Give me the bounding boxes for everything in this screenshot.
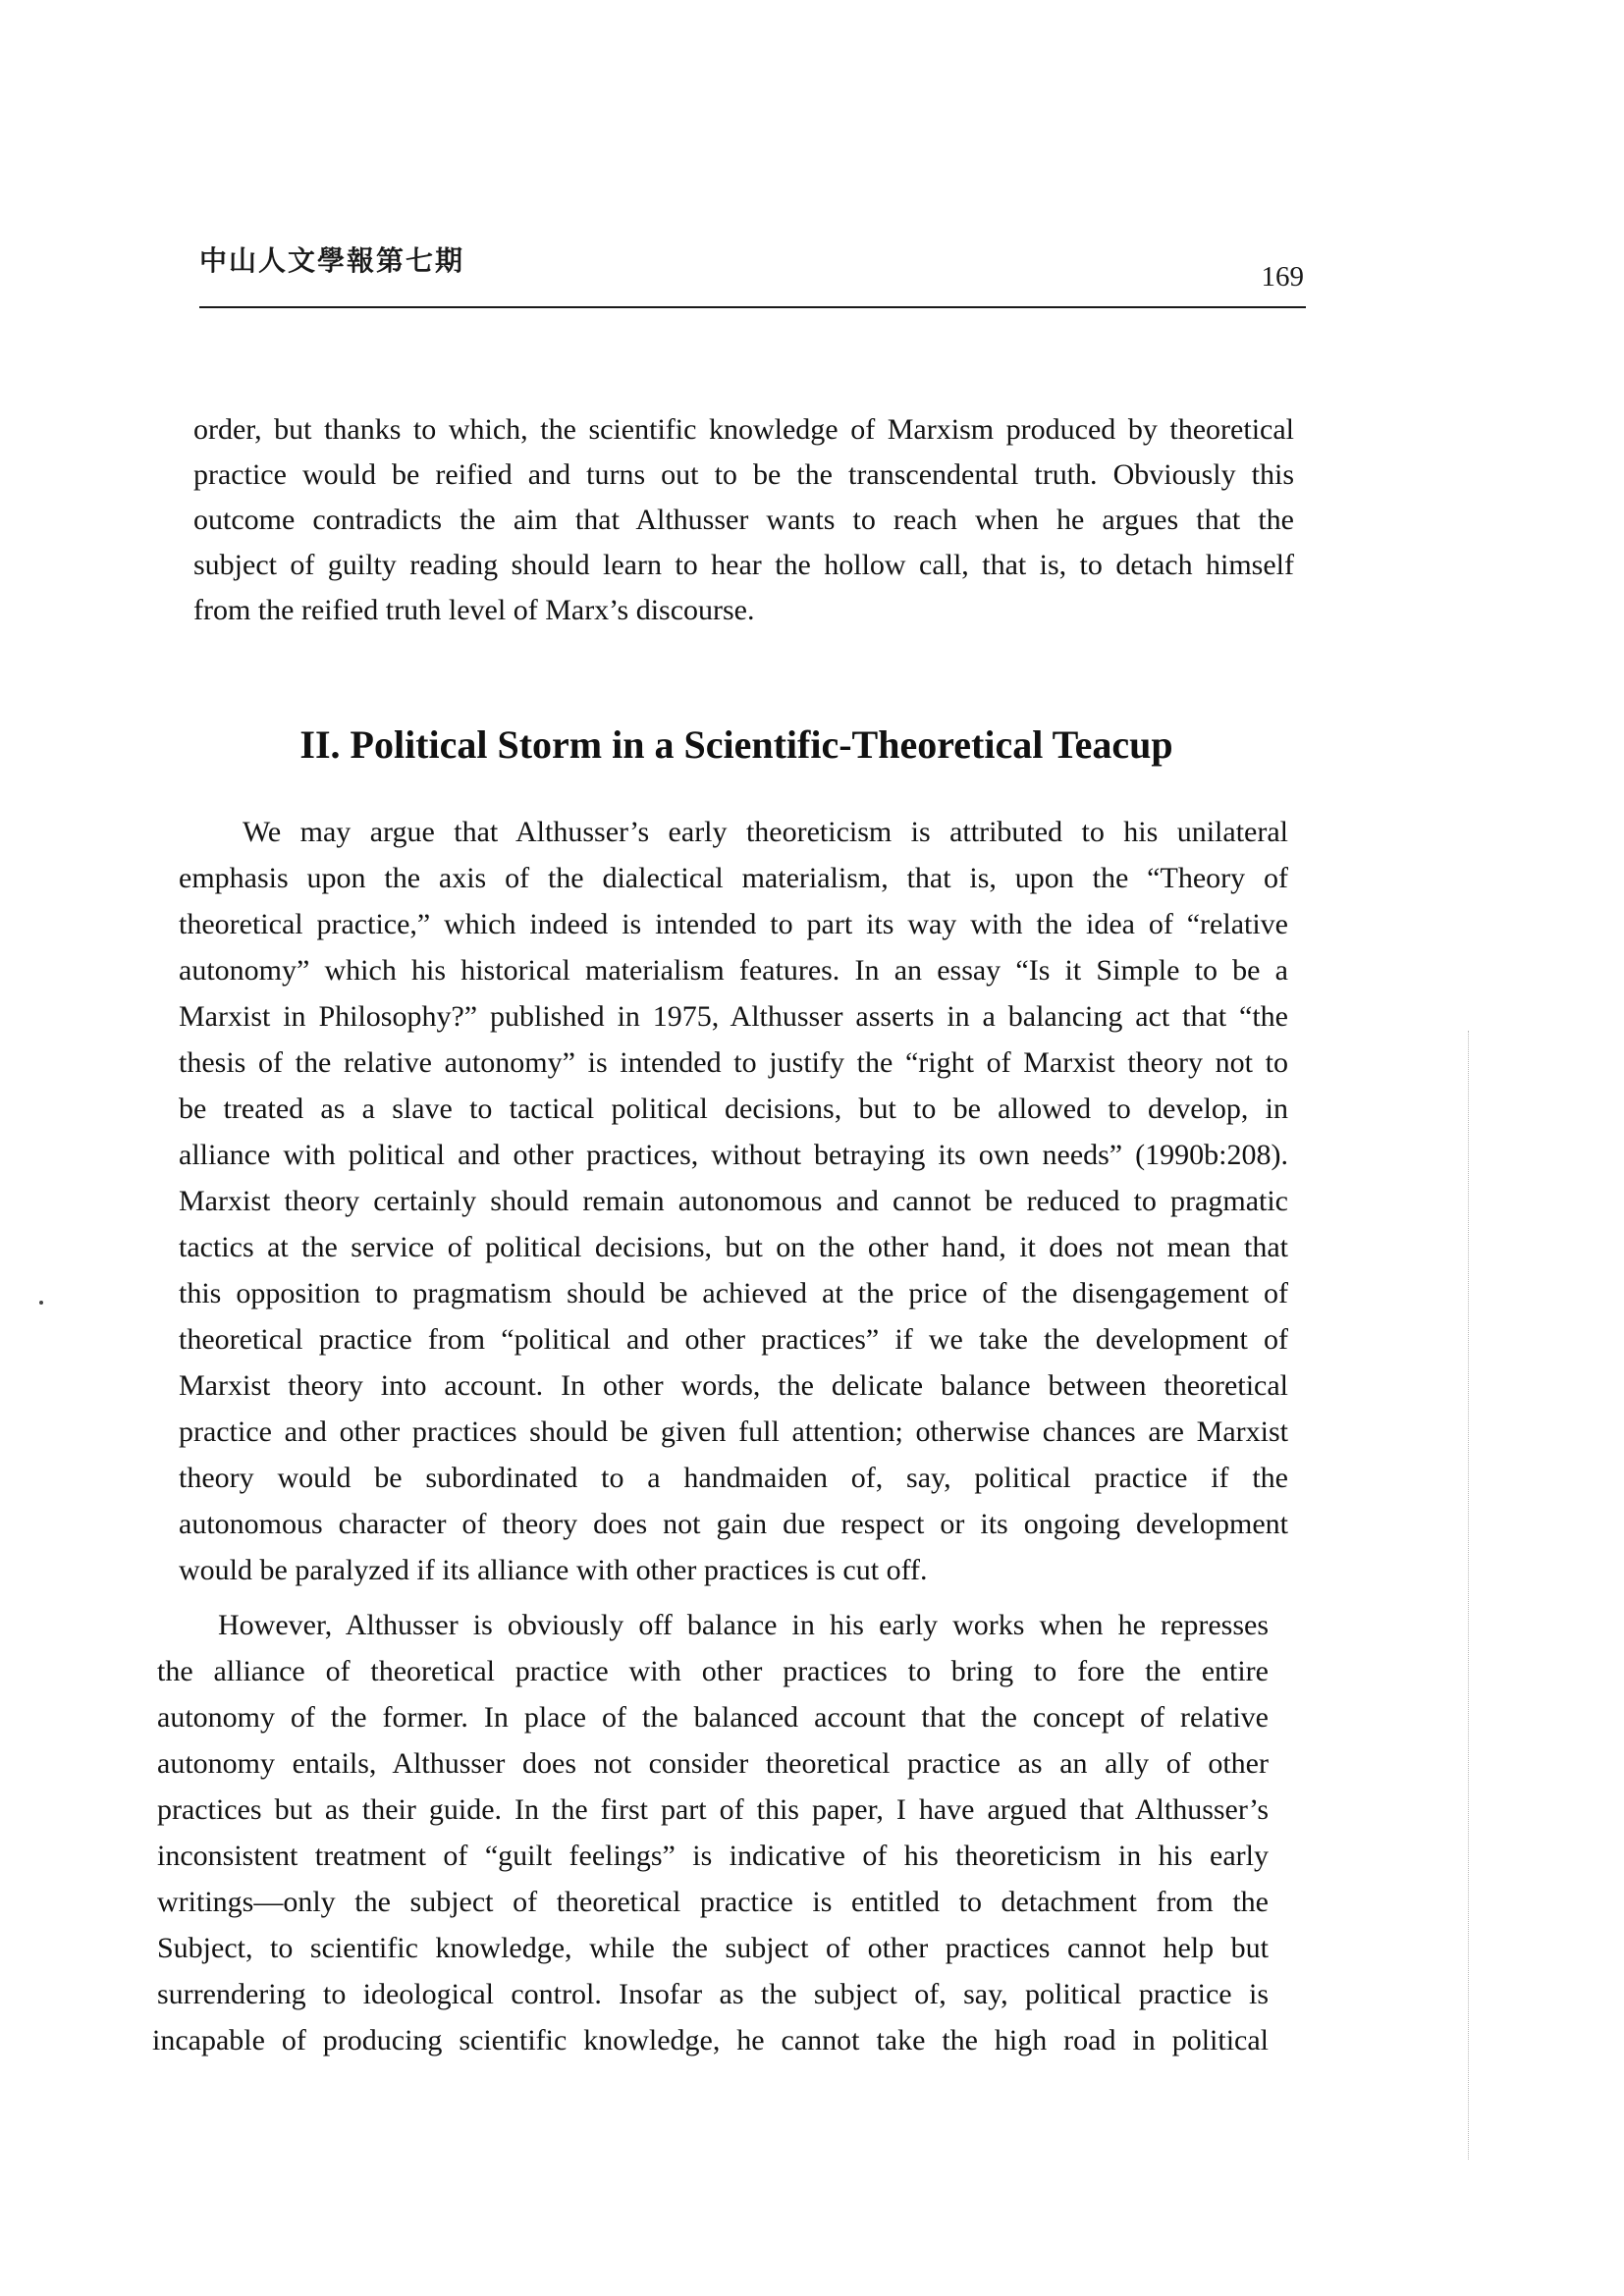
text-line: theoretical practice,” which indeed is intended to part its way with the idea of “relative <box>179 908 1288 940</box>
text-line: autonomy entails, Althusser does not consider theoretical practice as an ally of other <box>157 1747 1269 1780</box>
text-line: Subject, to scientific knowledge, while the subject of other practices cannot help but <box>157 1932 1269 1964</box>
text-line: Marxist theory certainly should remain autonomous and cannot be reduced to pragmatic <box>179 1185 1288 1217</box>
text-line: Marxist theory into account. In other words, the delicate balance between theoretical <box>179 1369 1288 1402</box>
text-line: subject of guilty reading should learn to hear the hollow call, that is, to detach himself <box>193 549 1294 581</box>
text-line: autonomous character of theory does not gain due respect or its ongoing development <box>179 1508 1288 1540</box>
text-line: from the reified truth level of Marx’s discourse. <box>193 594 755 626</box>
text-line: emphasis upon the axis of the dialectical materialism, that is, upon the “Theory of <box>179 862 1288 894</box>
text-line: this opposition to pragmatism should be achieved at the price of the disengagement of <box>179 1277 1288 1309</box>
text-line: the alliance of theoretical practice with other practices to bring to fore the entire <box>157 1655 1269 1687</box>
text-line: theory would be subordinated to a handmaiden of, say, political practice if the <box>179 1462 1288 1494</box>
section-heading: II. Political Storm in a Scientific-Theoretical Teacup <box>299 722 1173 767</box>
text-line: autonomy of the former. In place of the balanced account that the concept of relative <box>157 1701 1269 1734</box>
text-line: outcome contradicts the aim that Althusser wants to reach when he argues that the <box>193 504 1294 536</box>
text-line: tactics at the service of political decisions, but on the other hand, it does not mean that <box>179 1231 1288 1263</box>
text-line: However, Althusser is obviously off balance in his early works when he represses <box>218 1609 1269 1641</box>
text-line: incapable of producing scientific knowledge, he cannot take the high road in political <box>152 2024 1269 2056</box>
text-line: writings—only the subject of theoretical practice is entitled to detachment from the <box>157 1886 1269 1918</box>
text-line: Marxist in Philosophy?” published in 1975, Althusser asserts in a balancing act that “the <box>179 1000 1288 1033</box>
page-header <box>199 228 1306 308</box>
text-line: order, but thanks to which, the scientific knowledge of Marxism produced by theoretical <box>193 413 1294 446</box>
scan-speck <box>39 1301 43 1305</box>
text-line: theoretical practice from “political and other practices” if we take the development of <box>179 1323 1288 1356</box>
journal-title: 中山人文學報第七期 <box>199 244 465 277</box>
text-line: inconsistent treatment of “guilt feelings” is indicative of his theoreticism in his early <box>157 1840 1269 1872</box>
text-line: would be paralyzed if its alliance with other practices is cut off. <box>179 1554 928 1586</box>
page-number: 169 <box>1261 261 1304 293</box>
text-line: surrendering to ideological control. Insofar as the subject of, say, political practice is <box>157 1978 1269 2010</box>
text-line: practices but as their guide. In the first part of this paper, I have argued that Althusser’s <box>157 1793 1269 1826</box>
text-line: alliance with political and other practices, without betraying its own needs” (1990b:208). <box>179 1139 1288 1171</box>
text-line: practice would be reified and turns out to be the transcendental truth. Obviously this <box>193 458 1294 491</box>
text-line: thesis of the relative autonomy” is intended to justify the “right of Marxist theory not to <box>179 1046 1288 1079</box>
text-line: We may argue that Althusser’s early theoreticism is attributed to his unilateral <box>243 816 1288 848</box>
text-line: be treated as a slave to tactical political decisions, but to be allowed to develop, in <box>179 1093 1288 1125</box>
text-line: autonomy” which his historical materialism features. In an essay “Is it Simple to be a <box>179 954 1288 987</box>
text-line: practice and other practices should be given full attention; otherwise chances are Marxist <box>179 1415 1288 1448</box>
scan-margin-rule <box>1468 1031 1469 2160</box>
